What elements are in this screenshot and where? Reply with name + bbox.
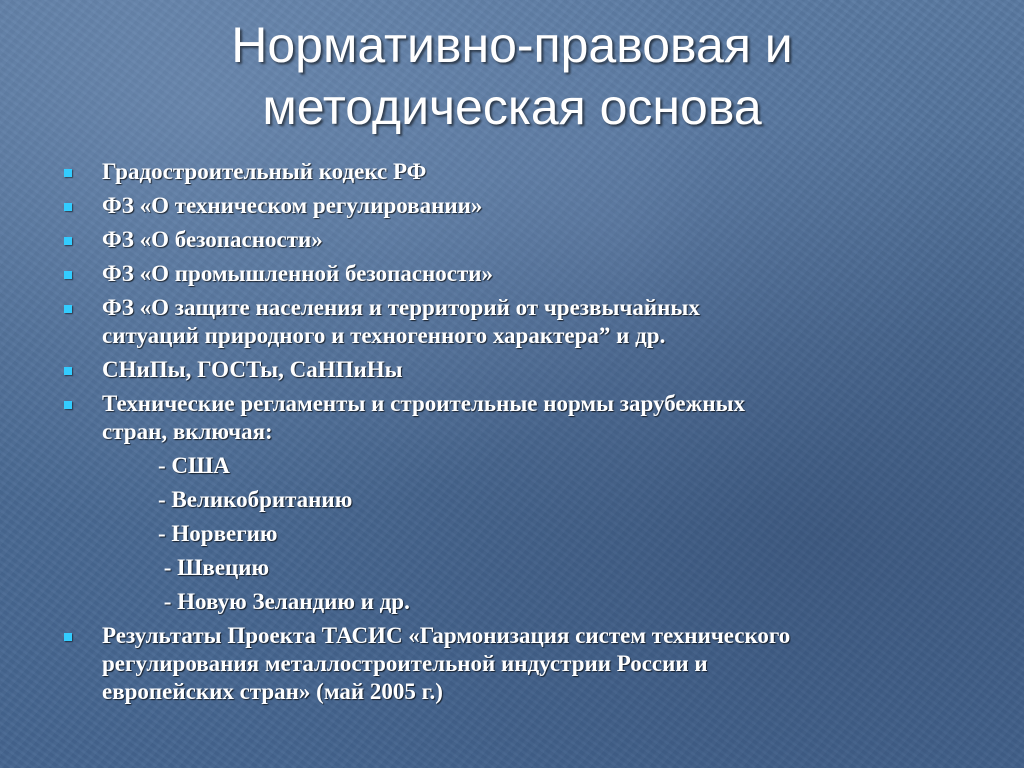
item-text: ФЗ «О промышленной безопасности» bbox=[102, 261, 494, 286]
square-bullet-icon bbox=[64, 401, 72, 409]
item-text: ФЗ «О безопасности» bbox=[102, 227, 323, 252]
sub-item-new-zealand: - Новую Зеландию и др. bbox=[158, 589, 410, 614]
square-bullet-icon bbox=[64, 237, 72, 245]
square-bullet-icon bbox=[64, 633, 72, 641]
item-text-line: регулирования металлостроительной индустрии России и bbox=[102, 651, 708, 676]
list-item bbox=[58, 356, 978, 384]
item-text-line: стран, включая: bbox=[102, 419, 273, 444]
item-text: СНиПы, ГОСТы, СаНПиНы bbox=[102, 357, 403, 382]
item-text-line: европейских стран» (май 2005 г.) bbox=[102, 679, 443, 704]
item-text-line: ситуаций природного и техногенного характера” и др. bbox=[102, 323, 666, 348]
sub-item-norway: - Норвегию bbox=[158, 521, 278, 546]
square-bullet-icon bbox=[64, 367, 72, 375]
square-bullet-icon bbox=[64, 169, 72, 177]
item-text: Градостроительный кодекс РФ bbox=[102, 159, 427, 184]
square-bullet-icon bbox=[64, 203, 72, 211]
list-item bbox=[58, 294, 978, 350]
list-item bbox=[58, 226, 978, 254]
item-text: ФЗ «О техническом регулировании» bbox=[102, 193, 483, 218]
list-item bbox=[58, 260, 978, 288]
sub-item-uk: - Великобританию bbox=[158, 487, 353, 512]
square-bullet-icon bbox=[64, 305, 72, 313]
item-text-line: Технические регламенты и строительные нормы зарубежных bbox=[102, 391, 746, 416]
list-item bbox=[58, 158, 978, 186]
sub-item-sweden: - Швецию bbox=[158, 555, 270, 580]
title-line-2: методическая основа bbox=[262, 79, 762, 135]
slide-title bbox=[60, 14, 964, 138]
title-line-1: Нормативно-правовая и bbox=[231, 17, 793, 73]
item-text-line: Результаты Проекта ТАСИС «Гармонизация систем технического bbox=[102, 623, 791, 648]
list-item bbox=[58, 390, 978, 446]
list-item bbox=[58, 622, 978, 706]
item-text-line: ФЗ «О защите населения и территорий от чрезвычайных bbox=[102, 295, 700, 320]
sub-item-usa: - США bbox=[158, 453, 230, 478]
bullet-list bbox=[58, 158, 978, 712]
list-item bbox=[58, 192, 978, 220]
square-bullet-icon bbox=[64, 271, 72, 279]
